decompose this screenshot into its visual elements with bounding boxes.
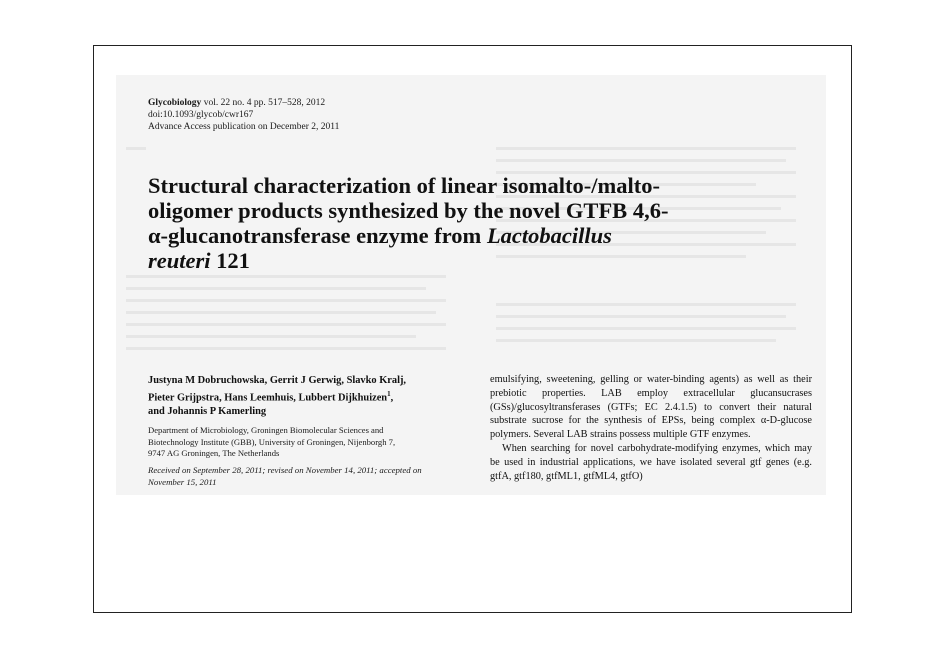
journal-header: [148, 97, 339, 134]
authors-line-3: and Johannis P Kamerling: [148, 406, 267, 418]
received-line-2: November 15, 2011: [148, 476, 217, 487]
body-paragraph-1: emulsifying, sweetening, gelling or water-binding agents) as well as their prebiotic properties. LAB employ extracellular glucansucrases (GSs)/glucosyltransferases (GTFs; EC 2.4.1.5) to convert their natural substrate sucrose for the synthesis of EPSs, being complex α-D-glucose polymers. Several LAB strains possess multiple GTF enzymes.: [490, 374, 812, 441]
advance-access: Advance Access publication on December 2, 2011: [148, 122, 340, 133]
received-dates: [148, 465, 478, 488]
doi: doi:10.1093/glycob/cwr167: [148, 110, 254, 121]
received-line-1: Received on September 28, 2011; revised on November 14, 2011; accepted on: [148, 465, 422, 475]
author-list: [148, 374, 478, 419]
title-strain: 121: [210, 248, 250, 273]
authors-line-1: Justyna M Dobruchowska, Gerrit J Gerwig, Slavko Kralj,: [148, 375, 407, 386]
title-species-genus: Lactobacillus: [486, 223, 612, 248]
body-paragraph-2: When searching for novel carbohydrate-modifying enzymes, which may be used in industrial applications, we have isolated several gtf genes (e.g. gtfA, gtf180, gtfML1, gtfML4, gtfO): [490, 442, 812, 482]
title-line-1: Structural characterization of linear isomalto-/malto-: [148, 173, 660, 198]
corresponding-author-mark: 1: [387, 389, 391, 398]
affiliation-line-2: Biotechnology Institute (GBB), University of Groningen, Nijenborgh 7,: [148, 436, 396, 447]
affiliation-line-3: 9747 AG Groningen, The Netherlands: [148, 448, 280, 459]
article-title: [148, 173, 748, 273]
journal-volume: vol. 22 no. 4 pp. 517–528, 2012: [201, 98, 326, 108]
affiliation-line-1: Department of Microbiology, Groningen Biomolecular Sciences and: [148, 425, 384, 435]
authors-line-2: [148, 388, 478, 405]
title-species-epithet: reuteri: [148, 248, 211, 273]
affiliation: [148, 425, 478, 460]
body-text-column: [490, 373, 812, 495]
authors-line-2-text: Pieter Grijpstra, Hans Leemhuis, Lubbert Dijkhuizen: [148, 392, 388, 404]
title-line-2: oligomer products synthesized by the novel GTFB 4,6-: [148, 198, 669, 223]
journal-name: Glycobiology: [148, 98, 202, 108]
authors-line-2-end: ,: [390, 392, 394, 404]
title-line-3: α-glucanotransferase enzyme from: [148, 223, 487, 248]
journal-citation: [148, 97, 339, 109]
